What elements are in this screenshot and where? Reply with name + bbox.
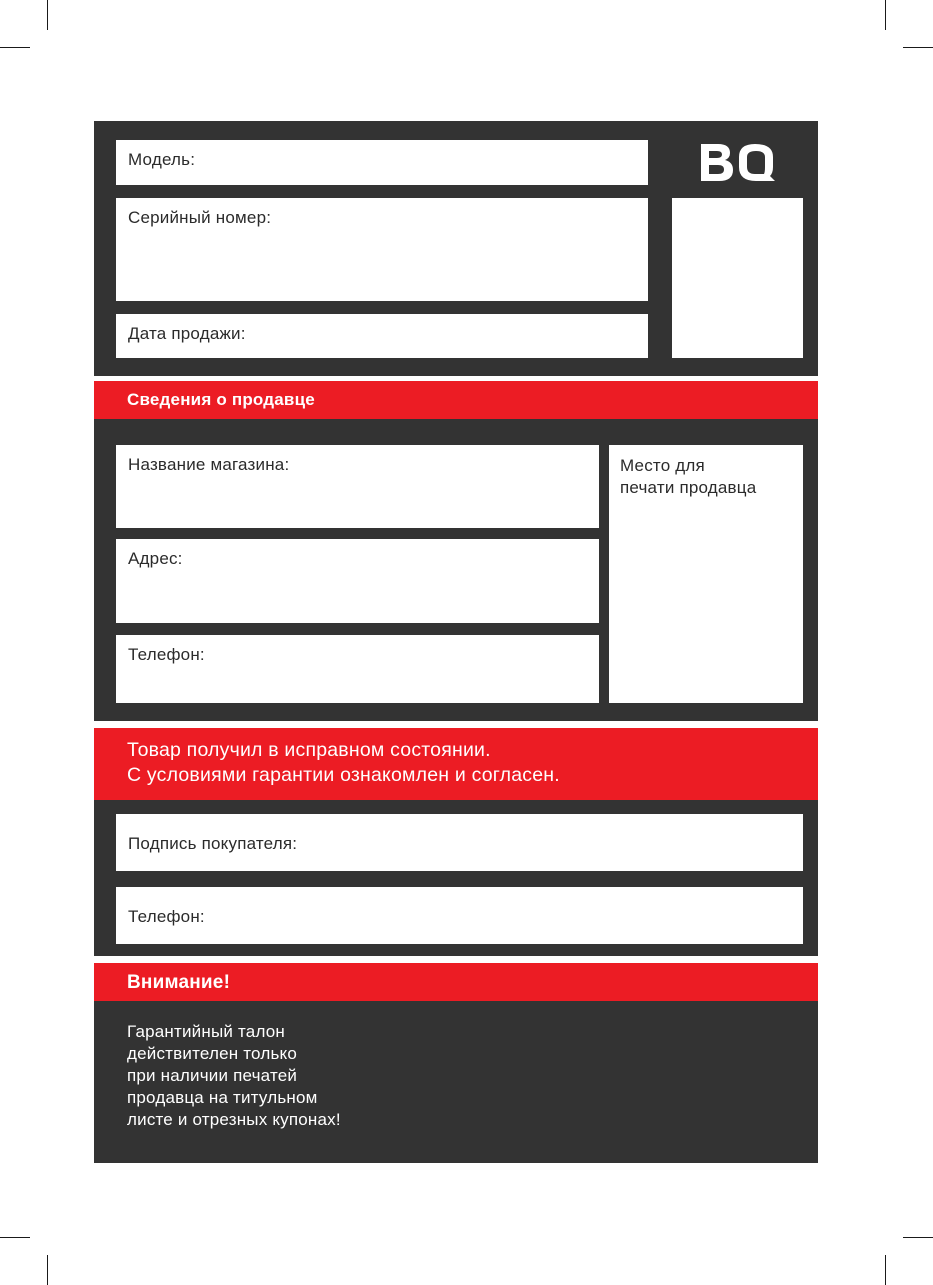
crop-mark: [0, 47, 30, 48]
stamp-label-line: печати продавца: [620, 478, 757, 497]
buyer-phone-field[interactable]: [116, 887, 803, 944]
warning-line: листе и отрезных купонах!: [127, 1110, 341, 1129]
warning-line: продавца на титульном: [127, 1088, 318, 1107]
seller-phone-field[interactable]: [116, 635, 599, 703]
seller-stamp-box[interactable]: [609, 445, 803, 703]
sale-date-label: Дата продажи:: [128, 324, 246, 343]
store-name-label: Название магазина:: [128, 455, 290, 474]
buyer-confirmation-banner: [94, 728, 818, 800]
buyer-confirmation-text: [127, 738, 560, 788]
warning-title: Внимание!: [127, 972, 231, 993]
crop-mark: [47, 1255, 48, 1285]
warning-text: [127, 1021, 341, 1131]
store-name-field[interactable]: [116, 445, 599, 528]
crop-mark: [885, 0, 886, 30]
bq-logo: [698, 139, 782, 185]
confirmation-line: С условиями гарантии ознакомлен и согласен.: [127, 764, 560, 786]
warning-line: действителен только: [127, 1044, 297, 1063]
confirmation-line: Товар получил в исправном состоянии.: [127, 739, 491, 761]
warning-section: [94, 1001, 818, 1163]
crop-mark: [885, 1255, 886, 1285]
seller-section: [94, 419, 818, 721]
stamp-label-line: Место для: [620, 456, 705, 475]
serial-number-field[interactable]: [116, 198, 648, 301]
address-field[interactable]: [116, 539, 599, 623]
warning-line: Гарантийный талон: [127, 1022, 286, 1041]
warning-line: при наличии печатей: [127, 1066, 298, 1085]
buyer-phone-label: Телефон:: [128, 907, 205, 926]
model-field[interactable]: [116, 140, 648, 185]
serial-number-label: Серийный номер:: [128, 208, 272, 227]
sale-date-field[interactable]: [116, 314, 648, 358]
buyer-signature-label: Подпись покупателя:: [128, 834, 298, 853]
crop-mark: [47, 0, 48, 30]
crop-mark: [903, 47, 933, 48]
stamp-label: [620, 455, 756, 499]
seller-section-header: [94, 381, 818, 419]
crop-mark: [903, 1237, 933, 1238]
buyer-signature-field[interactable]: [116, 814, 803, 871]
address-label: Адрес:: [128, 549, 183, 568]
product-photo-box: [672, 198, 803, 358]
bq-logo-graphic: [698, 139, 782, 185]
crop-mark: [0, 1237, 30, 1238]
seller-section-title: Сведения о продавце: [127, 390, 315, 409]
buyer-section: [94, 800, 818, 956]
warning-header: [94, 963, 818, 1001]
seller-phone-label: Телефон:: [128, 645, 205, 664]
model-label: Модель:: [128, 150, 196, 169]
product-section: [94, 121, 818, 376]
